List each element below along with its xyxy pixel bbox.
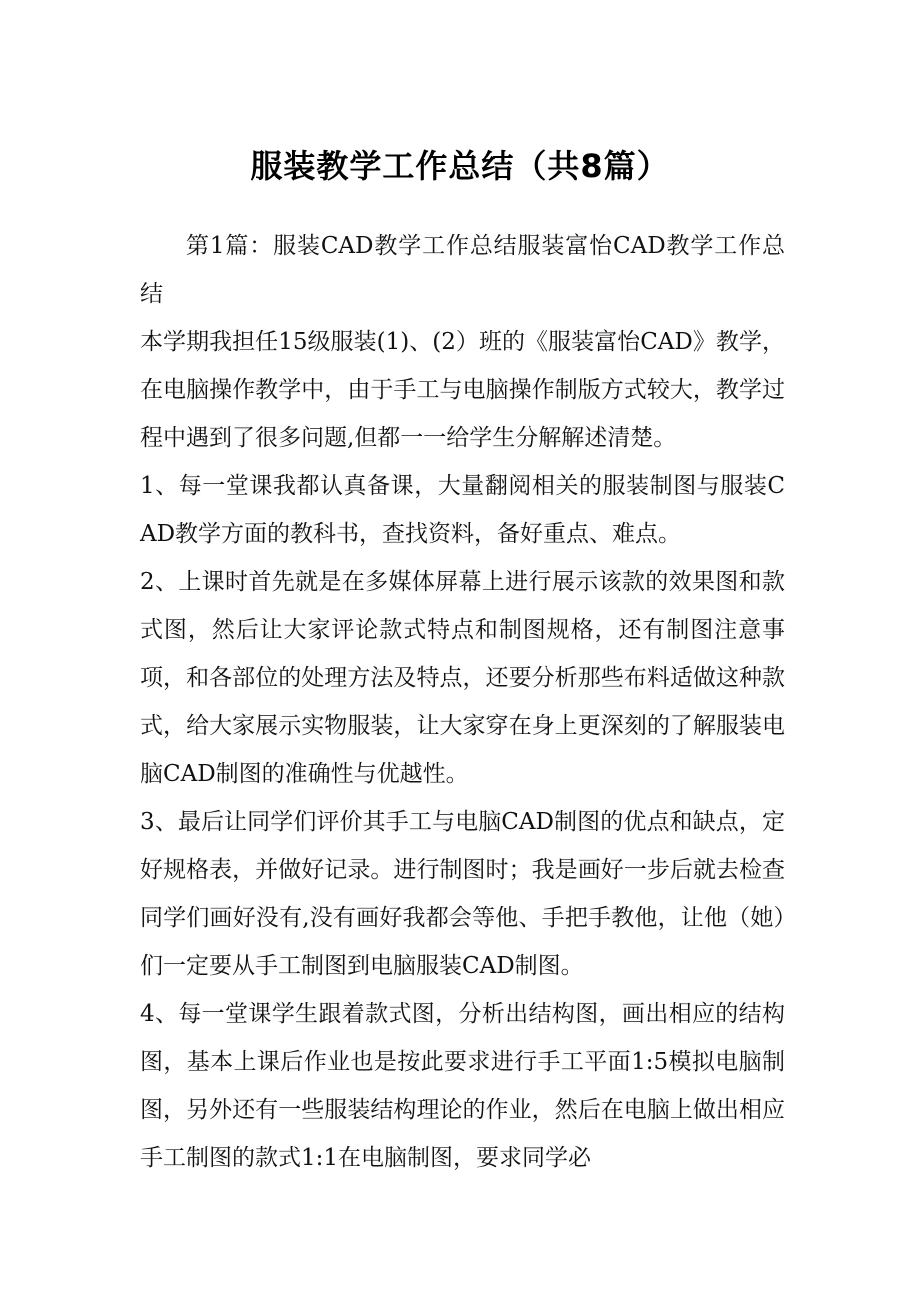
section-heading: 第1篇：服装CAD教学工作总结服装富怡CAD教学工作总结 bbox=[140, 233, 785, 307]
paragraph-item-3: 3、最后让同学们评价其手工与电脑CAD制图的优点和缺点，定好规格表，并做好记录。进行制图时；我是画好一步后就去检查同学们画好没有,没有画好我都会等他、手把手教他，让他（她）们一定要从手工制图到电脑服装CAD制图。 bbox=[140, 809, 785, 979]
paragraph-item-2: 2、上课时首先就是在多媒体屏幕上进行展示该款的效果图和款式图，然后让大家评论款式特点和制图规格，还有制图注意事项，和各部位的处理方法及特点，还要分析那些布料适做这种款式，给大家展示实物服装，让大家穿在身上更深刻的了解服装电脑CAD制图的准确性与优越性。 bbox=[140, 569, 785, 787]
paragraph-item-1: 1、每一堂课我都认真备课，大量翻阅相关的服装制图与服装CAD教学方面的教科书，查找资料，备好重点、难点。 bbox=[140, 473, 785, 547]
document-title: 服装教学工作总结（共8篇） bbox=[250, 147, 670, 185]
paragraph-item-4: 4、每一堂课学生跟着款式图，分析出结构图，画出相应的结构图，基本上课后作业也是按此要求进行手工平面1:5模拟电脑制图，另外还有一些服装结构理论的作业，然后在电脑上做出相应手工制图的款式1:1在电脑制图，要求同学必 bbox=[140, 1001, 785, 1171]
document-body bbox=[140, 222, 785, 1182]
paragraph-intro: 本学期我担任15级服装(1)、(2）班的《服装富怡CAD》教学，在电脑操作教学中，由于手工与电脑操作制版方式较大，教学过程中遇到了很多问题,但都一一给学生分解解述清楚。 bbox=[140, 329, 785, 451]
